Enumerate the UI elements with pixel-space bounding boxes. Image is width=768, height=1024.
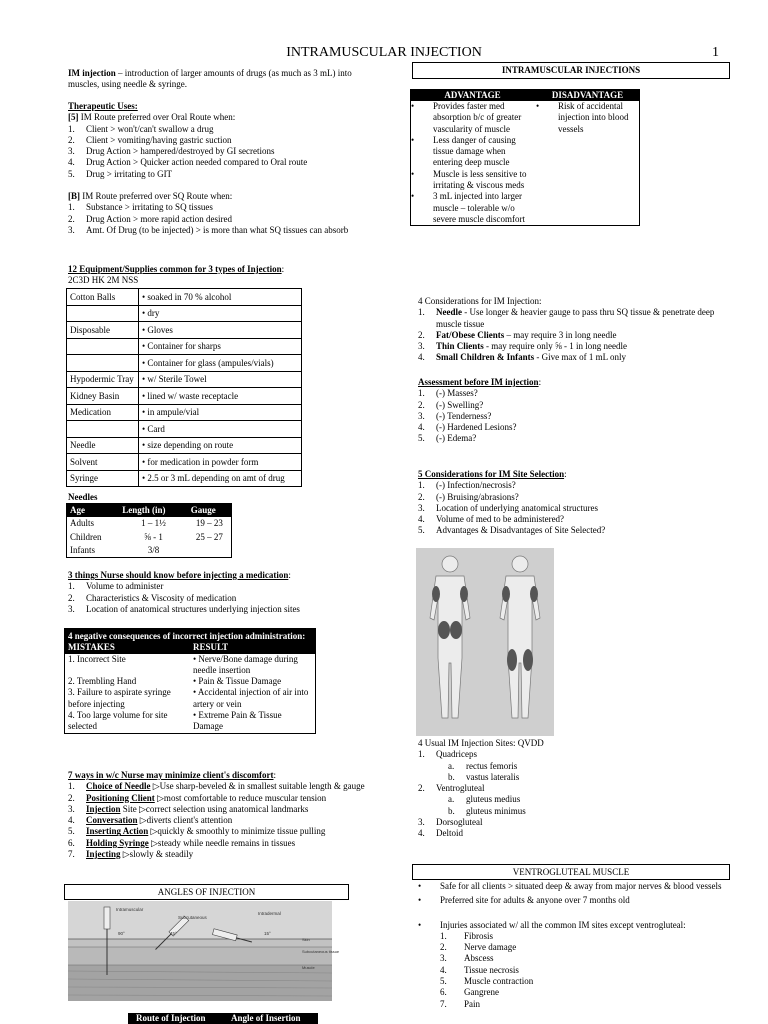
list-item: 6. Gangrene	[440, 987, 499, 998]
label-skin: Skin	[302, 937, 310, 942]
list-item: 1. Needle - Use longer & heavier gauge to pass thru SQ tissue & penetrate deep muscle tissue	[418, 307, 715, 329]
list-item: 3. Dorsogluteal	[418, 817, 483, 828]
equipment-note: • Gloves	[139, 322, 302, 339]
table-row: 4. Too large volume for site selected • Extreme Pain & Tissue Damage	[68, 710, 282, 732]
list-item: 1. (-) Infection/necrosis?	[418, 480, 516, 491]
assessment-title: Assessment before IM injection	[418, 377, 539, 387]
list-item: • Less danger of causing tissue damage when entering deep muscle	[411, 134, 516, 168]
adv-dis-table	[410, 89, 640, 226]
list-item: 6. Holding Syringe ▷steady while needle remains in tissues	[68, 837, 296, 848]
equipment-note: • for medication in powder form	[139, 454, 302, 471]
equipment-note: • Card	[139, 421, 302, 438]
list-item: 4. Tissue necrosis	[440, 964, 519, 975]
angles-table-header: Route of Injection Angle of Insertion	[128, 1013, 318, 1024]
list-item: 2. Positioning Client ▷most comfortable to reduce muscular tension	[68, 792, 327, 803]
equipment-item: Cotton Balls	[67, 289, 139, 306]
list-item: 1. Client > won't/can't swallow a drug	[68, 123, 214, 134]
list-item: 7. Pain	[440, 998, 481, 1009]
angles-title: ANGLES OF INJECTION	[64, 884, 349, 900]
list-item: 4. Drug Action > Quicker action needed compared to Oral route	[68, 157, 308, 168]
im-injections-title: INTRAMUSCULAR INJECTIONS	[412, 62, 730, 79]
equipment-table	[66, 288, 302, 487]
label-90: 90°	[118, 931, 125, 936]
definition-text: – introduction of larger amounts of drugs (as much as 3 mL) into muscles, using needle & syringe.	[68, 68, 352, 90]
table-row: Children ⅝ - 1 25 – 27	[70, 531, 223, 542]
negatives-box	[64, 628, 316, 734]
list-item: 2. Client > vomiting/having gastric suction	[68, 134, 232, 145]
table-row: Adults 1 – 1½ 19 – 23	[70, 518, 223, 529]
list-item: 2. Fat/Obese Clients – may require 3 in long needle	[418, 329, 617, 340]
negatives-col1: MISTAKES	[68, 642, 115, 653]
list-item: 4. Volume of med to be administered?	[418, 514, 565, 525]
negatives-title: 4 negative consequences of incorrect injection administration:	[68, 631, 306, 641]
disadvantage-list	[536, 101, 636, 225]
list-item: a. gluteus medius	[448, 794, 521, 805]
advantage-list	[411, 101, 536, 225]
list-item: 1. Choice of Needle ▷Use sharp-beveled & in smallest suitable length & gauge	[68, 781, 365, 792]
list-item: 1. Quadriceps	[418, 749, 477, 760]
page-number: 1	[712, 45, 719, 60]
list-item: 1. Substance > irritating to SQ tissues	[68, 202, 213, 213]
table-header-row: Age Length (in) Gauge	[67, 504, 232, 518]
list-item: 2. Characteristics & Viscosity of medication	[68, 592, 237, 603]
therapeutic-a-list	[68, 124, 378, 180]
table-row	[67, 305, 302, 322]
site-selection-section: 5 Considerations for IM Site Selection: 1. (-) Infection/necrosis? 2. (-) Bruising/abrasions? 3. Location of underlying anatomical structures 4. Volume of med to be administered? 5. Advantages & Disadvantages of Site Selected?	[418, 469, 728, 537]
list-item: 3. Thin Clients - may require only ⅝ - 1 in long needle	[418, 341, 627, 352]
equipment-item: Solvent	[67, 454, 139, 471]
equipment-title: 12 Equipment/Supplies common for 3 types of Injection	[68, 264, 282, 274]
nurse-know-list	[68, 581, 388, 615]
list-item: • Safe for all clients > situated deep & away from major nerves & blood vessels	[418, 881, 722, 891]
list-item: 1. (-) Masses?	[418, 388, 478, 399]
therapeutic-a-label: [5]	[68, 112, 79, 123]
therapeutic-a-head: IM Route preferred over Oral Route when:	[80, 112, 236, 123]
discomfort-list	[68, 781, 378, 860]
list-item: 3. Location of underlying anatomical structures	[418, 502, 598, 513]
therapeutic-b-label: [B]	[68, 191, 80, 202]
equipment-item: Syringe	[67, 470, 139, 487]
list-item: 5. Drug > irritating to GIT	[68, 168, 173, 179]
table-row	[67, 421, 302, 438]
assessment-list	[418, 388, 728, 444]
equipment-item	[67, 305, 139, 322]
equipment-item: Medication	[67, 404, 139, 421]
list-item: 5. (-) Edema?	[418, 433, 477, 444]
list-item: 2. Ventrogluteal	[418, 783, 485, 794]
nurse-know-section: 3 things Nurse should know before injecting a medication: 1. Volume to administer 2. Characteristics & Viscosity of medication 3. Location of anatomical structures underlying injection sites	[68, 570, 388, 615]
label-intradermal: Intradermal	[258, 911, 281, 916]
definition	[68, 68, 378, 91]
equipment-note: • dry	[139, 305, 302, 322]
page-title: INTRAMUSCULAR INJECTION	[286, 45, 482, 60]
list-item: b. vastus lateralis	[448, 771, 520, 782]
list-item: 4. Small Children & Infants - Give max of 1 mL only	[418, 352, 627, 363]
needles-title: Needles	[68, 492, 98, 502]
ventro-bullets	[418, 881, 728, 931]
needles-table	[66, 503, 232, 558]
list-item: 4. (-) Hardened Lesions?	[418, 422, 517, 433]
label-15: 15°	[264, 931, 271, 936]
table-row	[67, 388, 302, 405]
equipment-item	[67, 338, 139, 355]
advantage-head: ADVANTAGE	[444, 90, 501, 100]
equipment-item: Hypodermic Tray	[67, 371, 139, 388]
assessment-section: Assessment before IM injection: 1. (-) Masses? 2. (-) Swelling? 3. (-) Tenderness? 4. (-) Hardened Lesions? 5. (-) Edema?	[418, 377, 728, 445]
list-item: • 3 mL injected into larger muscle – tolerable w/o severe muscle discomfort	[411, 191, 525, 224]
table-row	[67, 338, 302, 355]
usual-sites-list	[418, 749, 728, 839]
definition-term: IM injection	[68, 68, 116, 78]
list-item: 3. Injection Site ▷correct selection using anatomical landmarks	[68, 803, 309, 814]
list-item: 3. Amt. Of Drug (to be injected) > is more than what SQ tissues can absorb	[68, 224, 349, 235]
list-item: • Preferred site for adults & anyone over 7 months old	[418, 895, 630, 906]
injection-sites-figure	[416, 548, 554, 736]
table-row	[67, 437, 302, 454]
therapeutic-uses	[68, 101, 378, 236]
usual-sites-section	[418, 738, 728, 840]
equipment-code: 2C3D HK 2M NSS	[68, 275, 139, 286]
ventro-section	[418, 881, 728, 1010]
list-item: 5. Advantages & Disadvantages of Site Selected?	[418, 525, 606, 536]
discomfort-title: 7 ways in w/c Nurse may minimize client's discomfort	[68, 770, 274, 780]
equipment-item: Disposable	[67, 322, 139, 339]
list-item: • Injuries associated w/ all the common IM sites except ventrogluteal:	[418, 919, 686, 930]
ventro-injuries	[418, 931, 728, 1010]
list-item: 1. Volume to administer	[68, 581, 164, 592]
therapeutic-title: Therapeutic Uses:	[68, 101, 138, 111]
list-item: 2. Drug Action > more rapid action desired	[68, 213, 233, 224]
site-selection-title: 5 Considerations for IM Site Selection	[418, 469, 565, 479]
list-item: 2. (-) Bruising/abrasions?	[418, 491, 519, 502]
list-item: 4. Deltoid	[418, 828, 463, 839]
table-row	[67, 289, 302, 306]
equipment-section: 12 Equipment/Supplies common for 3 types of Injection: 2C3D HK 2M NSS	[68, 264, 368, 287]
nurse-know-title: 3 things Nurse should know before injecting a medication	[68, 570, 289, 580]
equipment-note: • soaked in 70 % alcohol	[139, 289, 302, 306]
equipment-note: • Container for glass (ampules/vials)	[139, 355, 302, 372]
considerations-section	[418, 296, 728, 364]
table-row: 1. Incorrect Site • Nerve/Bone damage during needle insertion	[68, 653, 298, 675]
table-row	[67, 355, 302, 372]
label-subq-tissue: Subcutaneous tissue	[302, 949, 340, 954]
equipment-item	[67, 421, 139, 438]
therapeutic-b-head: IM Route preferred over SQ Route when:	[82, 191, 233, 202]
list-item: 1. Fibrosis	[440, 930, 494, 941]
list-item: 3. Location of anatomical structures underlying injection sites	[68, 603, 300, 614]
equipment-note: • size depending on route	[139, 437, 302, 454]
disadvantage-head: DISADVANTAGE	[551, 90, 624, 100]
list-item: 3. Abscess	[440, 953, 494, 964]
equipment-item: Needle	[67, 437, 139, 454]
list-item: 3. Drug Action > hampered/destroyed by GI secretions	[68, 146, 275, 157]
label-subcutaneous: Subcutaneous	[178, 915, 207, 920]
usual-sites-title: 4 Usual IM Injection Sites: QVDD	[418, 738, 544, 748]
label-45: 45°	[170, 931, 177, 936]
list-item: 4. Conversation ▷diverts client's attention	[68, 815, 233, 826]
equipment-note: • Container for sharps	[139, 338, 302, 355]
angles-diagram	[68, 901, 340, 1001]
equipment-note: • 2.5 or 3 mL depending on amt of drug	[139, 470, 302, 487]
list-item: 7. Injecting ▷slowly & steadily	[68, 849, 194, 860]
table-row	[67, 404, 302, 421]
negatives-col2: RESULT	[193, 642, 229, 653]
label-intramuscular: Intramuscular	[116, 907, 144, 912]
table-row: 3. Failure to aspirate syringe before injecting • Accidental injection of air into artery or vein	[68, 687, 309, 709]
equipment-note: • w/ Sterile Towel	[139, 371, 302, 388]
equipment-item	[67, 355, 139, 372]
table-row	[67, 371, 302, 388]
label-muscle: Muscle	[302, 965, 315, 970]
list-item: • Risk of accidental injection into blood vessels	[536, 101, 629, 134]
site-selection-list	[418, 480, 728, 536]
discomfort-section: 7 ways in w/c Nurse may minimize client's discomfort: 1. Choice of Needle ▷Use sharp-beveled & in smallest suitable length & gauge 2. Positioning Client ▷most comfortable to reduce muscular tension 3. Injection Site ▷correct selection using anatomical landmarks 4. Conversation ▷diverts client's attention 5. Inserting Action ▷quickly & smoothly to minimize tissue pulling 6. Holding Syringe ▷steady while needle remains in tissues 7. Injecting ▷slowly & steadily	[68, 770, 378, 860]
list-item: • Muscle is less sensitive to irritating & viscous meds	[411, 168, 527, 191]
equipment-note: • lined w/ waste receptacle	[139, 388, 302, 405]
list-item: 5. Inserting Action ▷quickly & smoothly to minimize tissue pulling	[68, 826, 326, 837]
table-row	[67, 470, 302, 487]
table-row: 2. Trembling Hand • Pain & Tissue Damage	[68, 676, 282, 687]
body-outline-image	[416, 548, 554, 736]
table-row	[67, 322, 302, 339]
considerations-title: 4 Considerations for IM Injection:	[418, 296, 542, 306]
list-item: 3. (-) Tenderness?	[418, 410, 492, 421]
ventro-title: VENTROGLUTEAL MUSCLE	[412, 864, 730, 880]
list-item: 2. Nerve damage	[440, 942, 517, 953]
equipment-item: Kidney Basin	[67, 388, 139, 405]
table-row: Infants 3/8	[70, 544, 160, 555]
list-item: 5. Muscle contraction	[440, 976, 534, 987]
list-item: 2. (-) Swelling?	[418, 399, 484, 410]
considerations-list	[418, 307, 728, 363]
angles-illustration	[68, 901, 340, 1001]
list-item: b. gluteus minimus	[448, 805, 526, 816]
list-item: a. rectus femoris	[448, 760, 518, 771]
list-item: • Provides faster med absorption b/c of greater vascularity of muscle	[411, 101, 522, 134]
table-row	[67, 454, 302, 471]
therapeutic-b-list	[68, 202, 378, 236]
equipment-note: • in ampule/vial	[139, 404, 302, 421]
